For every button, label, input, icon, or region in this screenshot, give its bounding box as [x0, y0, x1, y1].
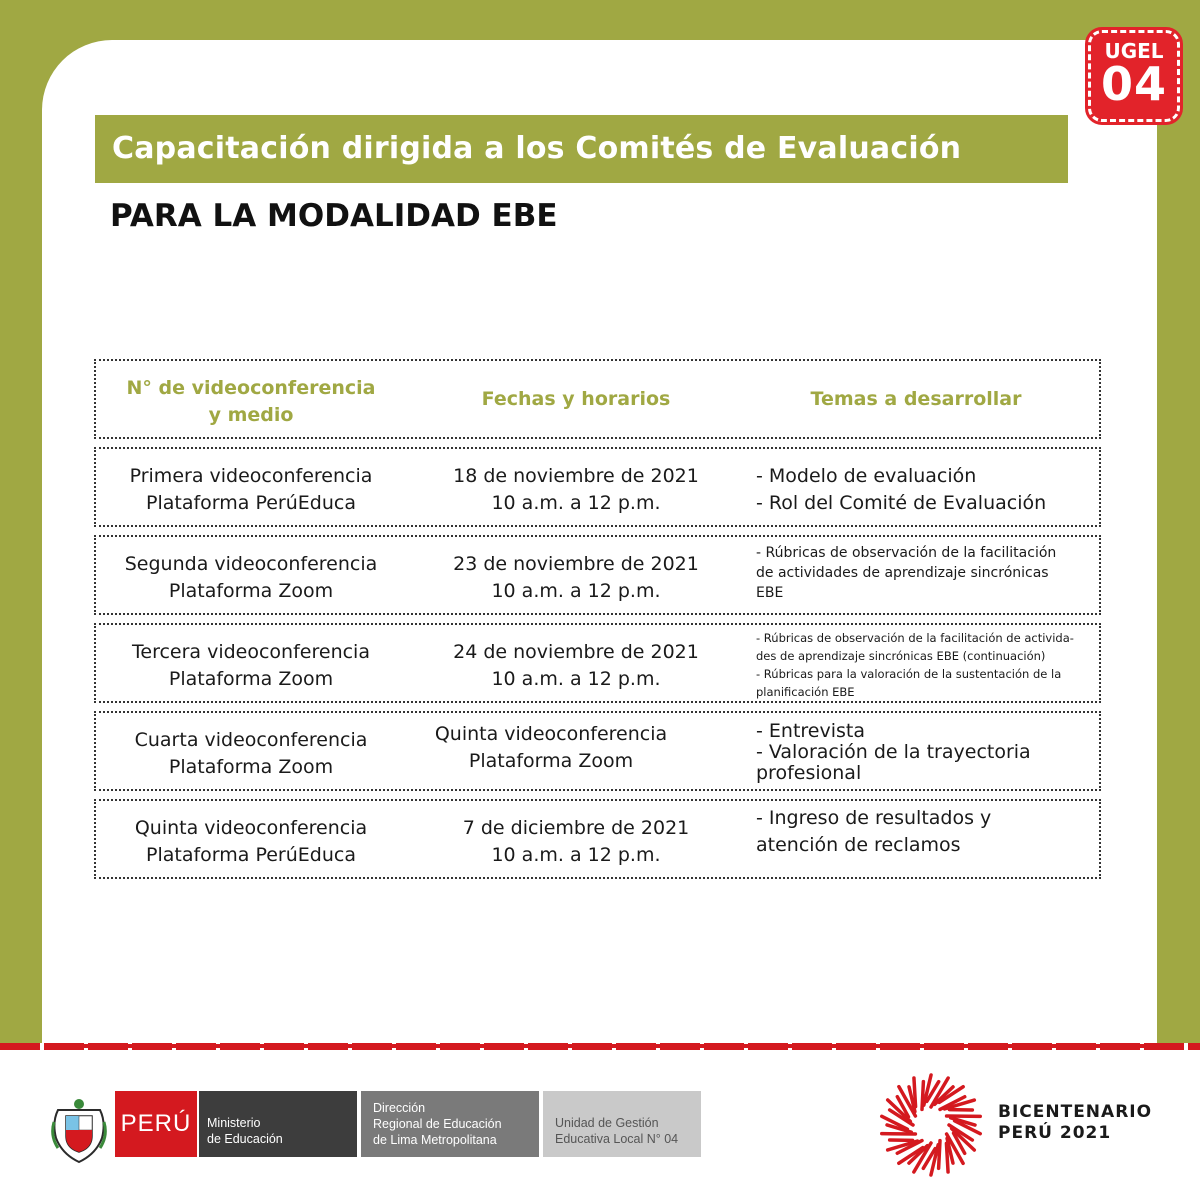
row-date-line2: 10 a.m. a 12 p.m. [491, 844, 661, 866]
dre-line2: Regional de Educación [373, 1117, 502, 1131]
ugel-line1: Unidad de Gestión [555, 1116, 659, 1130]
row-name-line1: Primera videoconferencia [129, 465, 373, 487]
row-date [416, 551, 736, 605]
ugel-line2: Educativa Local N° 04 [555, 1132, 679, 1146]
table-row [94, 535, 1101, 615]
row-date [391, 721, 711, 775]
row-topic: de actividades de aprendizaje sincrónicas [756, 565, 1049, 581]
row-topic: - Rúbricas de observación de la facilitación de activida- [756, 631, 1074, 645]
row-date-line2: 10 a.m. a 12 p.m. [491, 580, 661, 602]
ugel-badge-number: 04 [1100, 57, 1167, 111]
row-date-line1: 18 de noviembre de 2021 [453, 465, 699, 487]
red-divider [55, 1044, 1145, 1048]
peru-coat-of-arms-icon [48, 1092, 110, 1164]
row-topics [756, 463, 1096, 517]
row-date-line1: 23 de noviembre de 2021 [453, 553, 699, 575]
row-date-line2: 10 a.m. a 12 p.m. [491, 492, 661, 514]
row-topic: profesional [756, 762, 862, 784]
row-name-line2: Plataforma PerúEduca [146, 844, 356, 866]
row-name-line2: Plataforma Zoom [168, 668, 334, 690]
row-topic: des de aprendizaje sincrónicas EBE (continuación) [756, 649, 1046, 663]
row-date [416, 463, 736, 517]
ugel-badge-label: UGEL [1104, 39, 1164, 63]
header-col1-line1: N° de videoconferencia [126, 377, 376, 399]
header-col1-line2: y medio [208, 404, 294, 426]
table-header-row [94, 359, 1101, 439]
bicentenario-logo-icon [878, 1072, 984, 1178]
row-topic: - Ingreso de resultados y [756, 807, 992, 829]
bicentenario-line2: PERÚ 2021 [998, 1123, 1112, 1143]
row-name [96, 815, 406, 869]
row-topics [756, 543, 1096, 603]
row-date-line1: 24 de noviembre de 2021 [453, 641, 699, 663]
bicentenario-ray [946, 1143, 948, 1172]
dre-line1: Dirección [373, 1101, 426, 1115]
row-date [416, 815, 736, 869]
row-name-line1: Segunda videoconferencia [124, 553, 378, 575]
table-row [94, 711, 1101, 791]
minedu-line2: de Educación [207, 1132, 283, 1146]
row-name [96, 639, 406, 693]
row-name-line2: Plataforma PerúEduca [146, 492, 356, 514]
ugel-logo [543, 1091, 701, 1157]
table-row [94, 799, 1101, 879]
row-name-line1: Quinta videoconferencia [134, 817, 368, 839]
row-name [96, 727, 406, 781]
peru-logo: PERÚ [115, 1091, 197, 1157]
row-date-line1: Quinta videoconferencia [434, 723, 668, 745]
row-name [96, 463, 406, 517]
row-name-line2: Plataforma Zoom [168, 580, 334, 602]
minedu-logo [199, 1091, 357, 1157]
row-topic: - Modelo de evaluación [756, 465, 977, 487]
row-date-line1: 7 de diciembre de 2021 [462, 817, 690, 839]
row-date-line2: 10 a.m. a 12 p.m. [491, 668, 661, 690]
table-row [94, 623, 1101, 703]
header-col1 [96, 375, 406, 429]
row-date [416, 639, 736, 693]
minedu-line1: Ministerio [207, 1116, 261, 1130]
header-col2: Fechas y horarios [481, 388, 671, 410]
bicentenario-line1: BICENTENARIO [998, 1102, 1153, 1122]
row-topic: - Valoración de la trayectoria [756, 741, 1031, 763]
table-row [94, 447, 1101, 527]
row-topic: - Rúbricas para la valoración de la sustentación de la [756, 667, 1062, 681]
row-topic: EBE [756, 585, 784, 601]
row-topic: atención de reclamos [756, 834, 961, 856]
row-topics [756, 629, 1096, 701]
row-name-line1: Cuarta videoconferencia [134, 729, 368, 751]
row-name-line1: Tercera videoconferencia [132, 641, 370, 663]
row-topic: - Rúbricas de observación de la facilitación [756, 545, 1057, 561]
row-date-line2: Plataforma Zoom [468, 750, 634, 772]
row-topic: planificación EBE [756, 685, 855, 699]
header-col3: Temas a desarrollar [810, 388, 1022, 410]
page-title: Capacitación dirigida a los Comités de Evaluación [112, 131, 962, 166]
row-topic: - Rol del Comité de Evaluación [756, 492, 1047, 514]
bicentenario-text [998, 1102, 1152, 1144]
page-subtitle: PARA LA MODALIDAD EBE [110, 198, 558, 234]
row-name-line2: Plataforma Zoom [168, 756, 334, 778]
dre-line3: de Lima Metropolitana [373, 1133, 497, 1147]
ugel-badge [1088, 30, 1180, 122]
bicentenario-ray [914, 1078, 916, 1107]
dre-logo [361, 1091, 539, 1157]
row-topics [756, 721, 1096, 784]
row-topic: - Entrevista [756, 720, 865, 742]
row-topics [756, 805, 1096, 859]
row-name [96, 551, 406, 605]
